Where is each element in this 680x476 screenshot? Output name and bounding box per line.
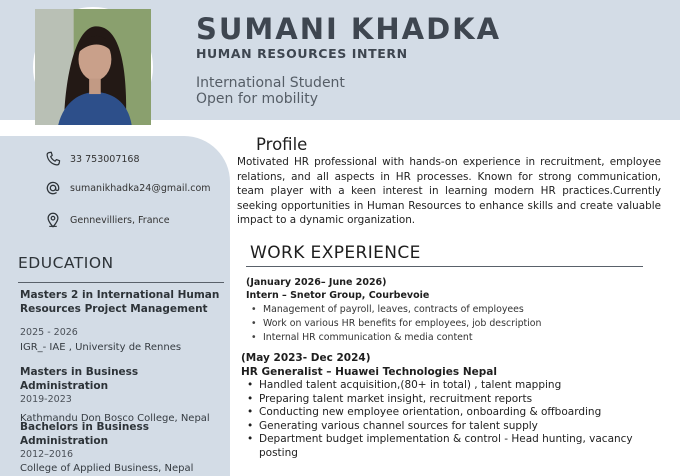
job-title: Intern – Snetor Group, Courbevoie — [246, 290, 430, 301]
contact-email — [44, 179, 211, 197]
work-experience-divider — [246, 266, 643, 267]
tagline — [196, 75, 345, 107]
education-school: College of Applied Business, Nepal — [20, 463, 194, 474]
job-title: HR Generalist – Huawei Technologies Nepal — [241, 366, 497, 378]
job-duty: • Handled talent acquisition,(80+ in total) , talent mapping — [241, 379, 671, 393]
profile-heading: Profile — [256, 135, 308, 154]
location-pin-icon — [44, 211, 62, 229]
education-entry — [20, 288, 225, 355]
candidate-role: HUMAN RESOURCES INTERN — [196, 46, 408, 61]
education-years: 2012–2016 — [20, 449, 74, 460]
profile-photo — [33, 7, 153, 127]
education-degree: Masters 2 in International Human Resources Project Management — [20, 289, 220, 315]
job-duty: • Conducting new employee orientation, onboarding & offboarding — [241, 406, 671, 420]
job-dates: (May 2023- Dec 2024) — [241, 352, 371, 364]
education-divider — [18, 282, 224, 283]
job-duty: • Department budget implementation & control - Head hunting, vacancy posting — [241, 433, 671, 460]
work-experience-heading: WORK EXPERIENCE — [250, 243, 421, 263]
education-school: IGR_- IAE , University de Rennes — [20, 342, 182, 353]
job-duty: • Generating various channel sources for talent supply — [241, 420, 671, 434]
education-heading: EDUCATION — [18, 254, 114, 272]
education-entry — [20, 365, 225, 426]
location-text: Gennevilliers, France — [70, 214, 170, 226]
email-icon — [44, 179, 62, 197]
job-duty: • Work on various HR benefits for employees, job description — [246, 317, 666, 331]
contact-location — [44, 211, 170, 229]
job-entry — [241, 351, 671, 461]
contact-phone — [44, 150, 140, 168]
email-address: sumanikhadka24@gmail.com — [70, 182, 211, 194]
job-entry — [246, 276, 666, 345]
job-dates: (January 2026– June 2026) — [246, 277, 387, 288]
phone-number: 33 753007168 — [70, 153, 140, 165]
education-degree: Masters in Business Administration — [20, 366, 139, 392]
job-duty: • Preparing talent market insight, recruitment reports — [241, 393, 671, 407]
tagline-line: Open for mobility — [196, 91, 319, 107]
education-school: Kathmandu Don Bosco College, Nepal — [20, 413, 210, 424]
education-entry — [20, 420, 225, 476]
job-duty: • Management of payroll, leaves, contracts of employees — [246, 303, 666, 317]
phone-icon — [44, 150, 62, 168]
job-duty: • Internal HR communication & media content — [246, 331, 666, 345]
candidate-name: SUMANI KHADKA — [196, 12, 502, 46]
job-duties — [241, 379, 671, 461]
profile-summary: Motivated HR professional with hands-on experience in recruitment, employee relations, and all aspects in HR processes. Known for strong communication, team player with a keen interest in learning modern HR practices.Currently seeking opportunities in Human Resources to enhance skills and create valuable impact to a dynamic organization. — [237, 156, 661, 227]
portrait-image — [35, 9, 151, 125]
education-years: 2019-2023 — [20, 394, 72, 405]
education-degree: Bachelors in Business Administration — [20, 421, 149, 447]
job-duties — [246, 303, 666, 345]
tagline-line: International Student — [196, 75, 345, 91]
education-years: 2025 - 2026 — [20, 327, 78, 338]
